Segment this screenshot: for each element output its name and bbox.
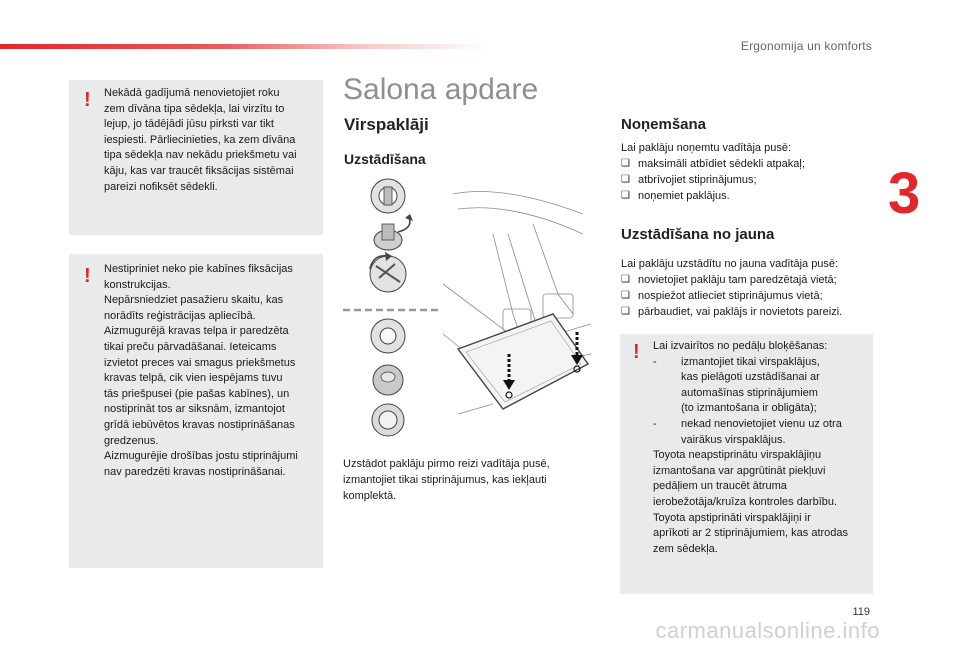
warning-icon: !	[84, 265, 91, 287]
warning-box-seat	[69, 80, 323, 235]
heading-removal: Noņemšana	[621, 116, 707, 133]
bullet-icon: ❑	[621, 274, 630, 285]
bullet-icon: ❑	[621, 290, 630, 301]
warning-box-cargo	[69, 254, 323, 568]
clip-step-3	[371, 319, 405, 436]
section-header: Ergonomija un komforts	[740, 39, 872, 53]
warning-box-pedals	[620, 334, 873, 594]
clip-step-1	[371, 179, 413, 250]
list-item: - nekad nenovietojiet vienu uz otra vairākus virspaklājus.	[653, 417, 842, 446]
list-item: ❑ novietojiet paklāju tam paredzētajā vietā;	[621, 274, 837, 286]
warning-icon: !	[633, 341, 640, 363]
bullet-icon: ❑	[621, 174, 630, 185]
installation-text: Uzstādot paklāju pirmo reizi vadītāja pusē, izmantojiet tikai stiprinājumus, kas iekļauti komplektā.	[343, 458, 550, 502]
header-accent-bar	[0, 44, 490, 49]
heading-reinstall: Uzstādīšana no jauna	[621, 226, 775, 243]
warning-text-cargo: Nestipriniet neko pie kabīnes fiksācijas konstrukcijas. Nepārsniedziet pasažieru skaitu, kas norādīts reģistrācijas apliecībā. Aizmugurējā kravas telpa ir paredzēta tikai preču pārvadāšanai. Ieteicams izvietot preces vai smagus priekšmetus kravas telpā, cik vien iespējams tuvu tās priešpusei (pie pašas kabīnes), un nostiprināt tos ar siksnām, izmantojot grīdā iebūvētos kravas nostiprināšanas gredzenus. Aizmugurējie drošības jostu stiprinājumi nav paredzēti kravas nostiprināšanai.	[104, 263, 298, 478]
list-item: ❑ noņemiet paklājus.	[621, 190, 730, 202]
bullet-icon: ❑	[621, 306, 630, 317]
list-item: ❑ maksimāli atbīdiet sēdekli atpakaļ;	[621, 158, 805, 170]
warning-text-pedals: Lai izvairītos no pedāļu bloķēšanas: - izmantojiet tikai virspaklājus, kas pielāgoti uzstādīšanai ar automašīnas stiprinājumiem (to izmantošana ir obligāta); - nekad nenovietojiet vienu uz otra vairākus virspaklājus. Toyota neapstiprinātu virspaklājiņu izmantošana var apgrūtināt piekļuvi pedāļiem un traucēt ātruma ierobežotāja/kruīza kontroles darbību. Toyota apstiprināti virspaklājiņi ir aprīkoti ar 2 stiprinājumiem, kas atrodas zem sēdekļa.	[653, 339, 871, 557]
warning-icon: !	[84, 89, 91, 111]
bullet-icon: ❑	[621, 190, 630, 201]
floor-mat-illustration	[343, 174, 591, 446]
list-item: ❑ atbrīvojiet stiprinājumus;	[621, 174, 757, 186]
page-title: Salona apdare	[343, 73, 539, 106]
reinstall-intro: Lai paklāju uzstādītu no jauna vadītāja pusē:	[621, 258, 839, 270]
removal-intro: Lai paklāju noņemtu vadītāja pusē:	[621, 142, 792, 154]
removal-section	[621, 140, 891, 204]
list-item: - izmantojiet tikai virspaklājus, kas pielāgoti uzstādīšanai ar automašīnas stiprinājumiem (to izmantošana ir obligāta);	[653, 355, 820, 415]
list-item: ❑ nospiežot atlieciet stiprinājumus vietā;	[621, 290, 823, 302]
warning-text-seat: Nekādā gadījumā nenovietojiet roku zem dīvāna tipa sēdekļa, lai virzītu to lejup, jo tādējādi jūsu pirksti var tikt iespiesti. Pārliecinieties, ka zem dīvāna tipa sēdekļa nav nekādu priekšmetu vai kāju, kas var traucēt fiksācijas sistēmai pareizi nofiksēt sēdekli.	[104, 87, 297, 193]
page-number: 119	[852, 606, 870, 618]
heading-installation: Uzstādīšana	[344, 151, 426, 167]
bullet-icon: ❑	[621, 158, 630, 169]
chapter-number: 3	[888, 161, 921, 226]
watermark-text: carmanualsonline.info	[655, 618, 880, 643]
reinstall-section	[621, 256, 891, 320]
section-title-floor-mats: Virspaklāji	[344, 115, 429, 134]
clip-step-2	[370, 252, 406, 292]
list-item: ❑ pārbaudiet, vai paklājs ir novietots pareizi.	[621, 306, 843, 318]
